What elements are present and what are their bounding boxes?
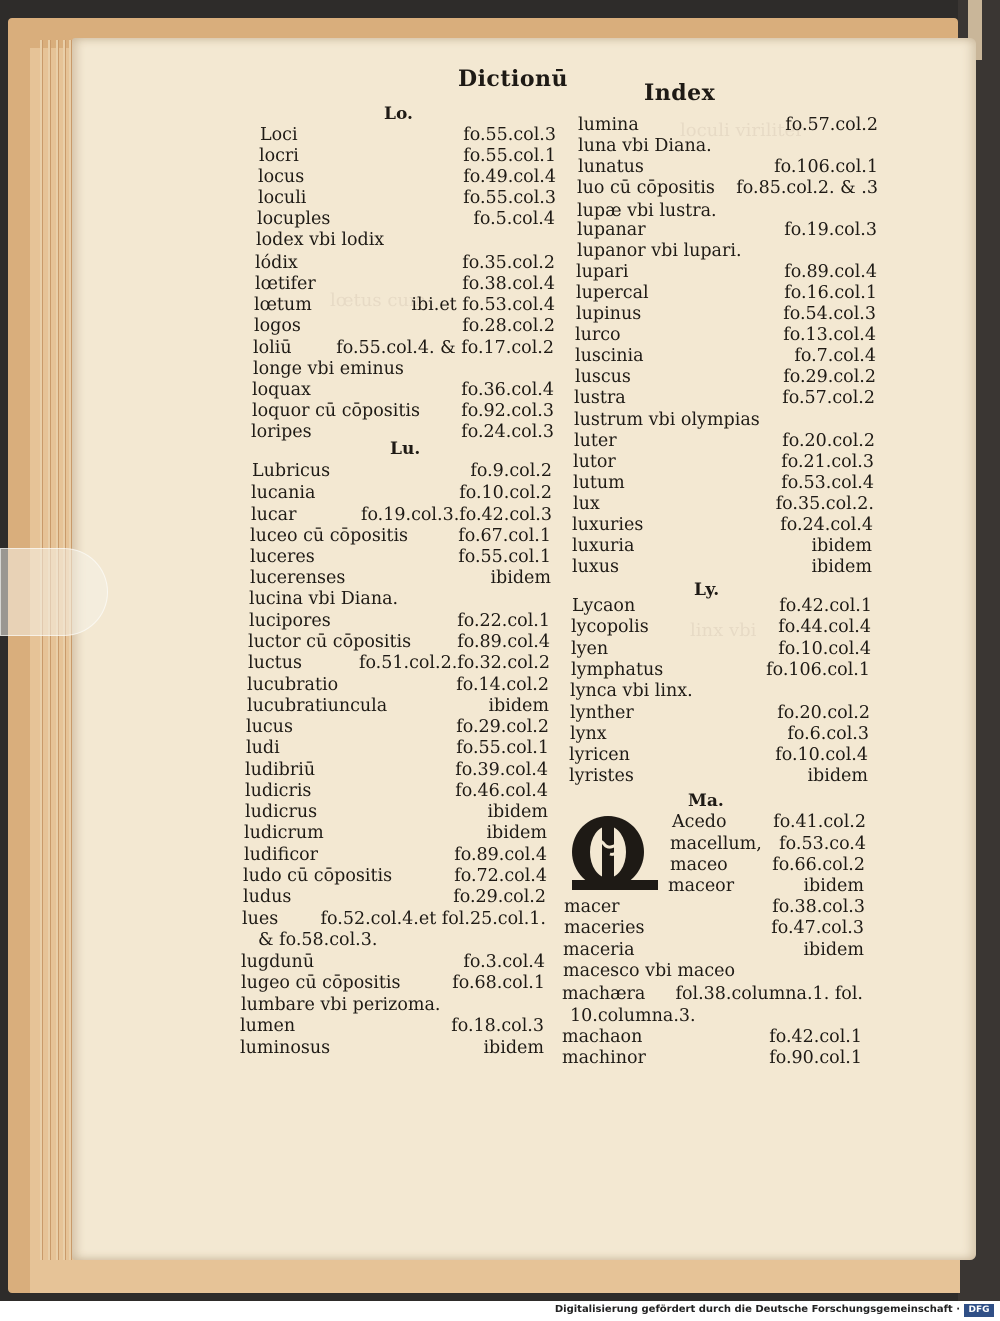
section-heading-lo: Lo.	[384, 104, 413, 124]
folio-reference: fo.66.col.2	[772, 855, 865, 875]
folio-reference: fo.24.col.4	[780, 515, 873, 535]
folio-reference: fo.106.col.1	[774, 157, 878, 177]
index-lemma: macellum,	[670, 834, 762, 854]
index-lemma: & fo.58.col.3.	[258, 930, 378, 950]
folio-reference: ibidem	[488, 696, 549, 716]
index-lemma: ludicrum	[244, 823, 324, 843]
folio-reference: fo.55.col.1	[463, 146, 556, 166]
right_column-entry	[569, 745, 868, 766]
section-heading-ly: Ly.	[694, 580, 720, 600]
left_column-entry	[245, 760, 548, 781]
right_column-entry	[670, 855, 865, 876]
index-lemma: lyricen	[569, 745, 630, 765]
right_column-entry	[577, 178, 878, 199]
index-lemma: lupanar	[577, 220, 646, 240]
index-lemma: lustrum vbi olympias	[574, 410, 760, 430]
index-lemma: luctor cū cōpositis	[248, 632, 412, 652]
right_column-entry	[672, 812, 866, 833]
left_column-entry	[258, 167, 556, 188]
index-lemma: luscinia	[575, 346, 644, 366]
folio-reference: fo.42.col.1	[769, 1027, 862, 1047]
left_column-entry	[246, 738, 549, 759]
left_column-entry	[243, 866, 547, 887]
left_column-entry	[253, 359, 554, 380]
left_column-entry	[250, 526, 551, 547]
folio-reference: fo.6.col.3	[787, 724, 869, 744]
folio-reference: fo.16.col.1	[784, 283, 877, 303]
index-lemma: maceor	[668, 876, 735, 896]
right_column-entry	[563, 961, 863, 982]
folio-reference: fo.9.col.2	[470, 461, 552, 481]
left_column-entry	[251, 483, 552, 504]
left_column-entry	[254, 295, 555, 316]
left_column-entry	[245, 802, 548, 823]
index-lemma: luceo cū cōpositis	[250, 526, 409, 546]
folio-reference: fo.10.col.2	[459, 483, 552, 503]
page-header-left: Dictionū	[458, 66, 569, 92]
index-lemma: Loci	[260, 125, 298, 145]
right_column-entry	[564, 918, 864, 939]
index-lemma: lupanor vbi lupari.	[577, 241, 742, 261]
left_column-entry	[256, 230, 555, 251]
index-lemma: luna vbi Diana.	[578, 136, 712, 156]
index-lemma: luctus	[248, 653, 302, 673]
index-lemma: lynther	[570, 703, 634, 723]
index-lemma: lupinus	[576, 304, 642, 324]
index-lemma: luminosus	[240, 1038, 331, 1058]
index-lemma: lutum	[573, 473, 625, 493]
folio-reference: fo.3.col.4	[463, 952, 545, 972]
scan-viewport: loculi viriliter lœtus cum linx vbi Dictionū Index Lo. Lu. Ly. Ma. Loci fo.55.col.3 locri fo.55.col.1 locus fo.49.col.4 loculi fo.55.col.3 locuples fo.5.col.4 lodex vbi lodix lódix fo.35.col.2 lœtifer fo.38.col.4 lœtum ibi.et fo.53.col.4 logos fo.28.col.2 loliū fo.55.col.4. & fo.17.col.2 longe vbi eminus loquax fo.36.col.4 loquor cū cōpositis fo.92.col.3 loripes fo.24.col.3 Lubricus fo.9.col.2 lucania fo.10.col.2 lucar fo.19.col.3.fo.42.col.3 luceo cū cōpositis fo.67.col.1 luceres fo.55.col.1 lucerenses ibidem lucina vbi Diana. lucipores fo.22.col.1 luctor cū cōpositis fo.89.col.4 luctus fo.51.col.2.fo.32.col.2 lucubratio fo.14.col.2 lucubratiuncula ibidem lucus fo.29.col.2 ludi fo.55.col.1 ludibriū fo.39.col.4 ludicris fo.46.col.4 ludicrus ibidem ludicrum ibidem ludificor fo.89.col.4 ludo cū cōpositis fo.72.col.4 ludus fo.29.col.2 lues fo.52.col.4.et fol.25.col.1. & fo.58.col.3. lugdunū fo.3.col.4 lugeo cū cōpositis fo.68.col.1 lumbare vbi perizoma. lumen fo.18.col.3 luminosus ibidem lumina fo.57.col.2 luna vbi Diana. lunatus fo.106.col.1 luo cū cōpositis fo.85.col.2. & .3 lupæ vbi lustra. lupanar fo.19.col.3 lupanor vbi lupari. lupari fo.89.col.4 lupercal fo.16.col.1 lupinus fo.54.col.3 lurco fo.13.col.4 luscinia fo.7.col.4 luscus fo.29.col.2 lustra fo.57.col.2 lustrum vbi olympias luter fo.20.col.2 lutor fo.21.col.3 lutum fo.53.col.4 lux fo.35.col.2. luxuries fo.24.col.4 luxuria ibidem luxus ibidem Lycaon fo.42.col.1 lycopolis fo.44.col.4 lyen fo.10.col.4 lymphatus fo.106.col.1 lynca vbi linx. lynther fo.20.col.2 lynx fo.6.col.3 lyricen fo.10.col.4 lyristes ibidem Acedo fo.41.col.2 macellum, fo.53.co.4 maceo fo.66.col.2 maceor ibidem macer fo.38.col.3 maceries fo.47.col.3 maceria ibidem macesco vbi maceo machæra fol.38.columna.1. fol. 10.columna.3. machaon fo.42.col.1 machinor fo.90.col.1 Digitalisierung gefördert durch die Deutsche Forschungsgemeinschaft · DFG	[0, 0, 1000, 1321]
folio-reference: fo.19.col.3.fo.42.col.3	[360, 505, 552, 525]
folio-reference: ibidem	[807, 766, 868, 786]
folio-reference: fo.57.col.2	[782, 388, 875, 408]
folio-reference: fo.55.col.1	[458, 547, 551, 567]
folio-reference: fo.36.col.4	[461, 380, 554, 400]
right_column-entry	[575, 346, 876, 367]
index-lemma: locus	[258, 167, 305, 187]
index-lemma: lupercal	[576, 283, 649, 303]
right_column-entry	[562, 1048, 862, 1069]
folio-reference: ibidem	[811, 557, 872, 577]
right_column-entry	[578, 115, 878, 136]
index-lemma: loquor cū cōpositis	[252, 401, 420, 421]
folio-reference: ibidem	[803, 876, 864, 896]
left_column-entry	[248, 653, 550, 674]
left_column-entry	[252, 380, 554, 401]
index-lemma: lucar	[251, 505, 297, 525]
right_column-entry	[571, 617, 871, 638]
index-lemma: luo cū cōpositis	[577, 178, 715, 198]
left_column-entry	[250, 568, 551, 589]
folio-reference: fo.35.col.2.	[775, 494, 874, 514]
index-lemma: loculi	[258, 188, 307, 208]
right_column-entry	[570, 724, 869, 745]
left_column-entry	[242, 909, 546, 930]
index-lemma: ludicris	[245, 781, 312, 801]
folio-reference: ibidem	[486, 823, 547, 843]
left_column-entry	[259, 146, 556, 167]
folio-reference: fo.41.col.2	[773, 812, 866, 832]
page-clip	[0, 548, 108, 636]
folio-reference: fo.89.col.4	[454, 845, 547, 865]
index-lemma: machæra	[562, 984, 646, 1004]
right_column-entry	[562, 984, 863, 1005]
left_column-entry	[252, 401, 554, 422]
folio-reference: fo.90.col.1	[769, 1048, 862, 1068]
right_column-entry	[571, 639, 871, 660]
folio-reference: ibi.et fo.53.col.4	[411, 295, 555, 315]
index-lemma: loripes	[251, 422, 312, 442]
left_column-entry	[241, 973, 545, 994]
folio-reference: fo.54.col.3	[783, 304, 876, 324]
folio-reference: fo.55.col.4. & fo.17.col.2	[336, 338, 554, 358]
index-lemma: lynca vbi linx.	[570, 681, 693, 701]
right_column-entry	[578, 157, 878, 178]
folio-reference: fo.29.col.2	[456, 717, 549, 737]
index-lemma: luxus	[572, 557, 619, 577]
index-lemma: lugdunū	[241, 952, 315, 972]
folio-reference: fo.38.col.3	[772, 897, 865, 917]
index-lemma: luter	[574, 431, 617, 451]
folio-reference: fo.85.col.2. & .3	[736, 178, 878, 198]
index-lemma: lumbare vbi perizoma.	[241, 995, 441, 1015]
folio-reference: fo.7.col.4	[794, 346, 876, 366]
right_column-entry	[577, 201, 878, 222]
folio-reference: fo.55.col.3	[463, 125, 556, 145]
right_column-entry	[564, 897, 865, 918]
index-lemma: Lubricus	[252, 461, 331, 481]
left_column-entry	[244, 845, 547, 866]
left_column-entry	[247, 696, 549, 717]
index-lemma: maceries	[564, 918, 645, 938]
folio-reference: fo.39.col.4	[455, 760, 548, 780]
folio-reference: fo.18.col.3	[451, 1016, 544, 1036]
folio-reference: fo.68.col.1	[452, 973, 545, 993]
right_column-entry	[575, 325, 876, 346]
folio-reference: fo.53.co.4	[779, 834, 866, 854]
index-lemma: lucubratiuncula	[247, 696, 388, 716]
folio-reference: fo.55.col.1	[456, 738, 549, 758]
index-lemma: machaon	[562, 1027, 643, 1047]
index-lemma: lynx	[570, 724, 607, 744]
index-lemma: lues	[242, 909, 279, 929]
index-lemma: luxuries	[572, 515, 644, 535]
index-lemma: ludo cū cōpositis	[243, 866, 393, 886]
right_column-entry	[571, 660, 870, 681]
right_column-entry	[668, 876, 864, 897]
folio-reference: fo.51.col.2.fo.32.col.2	[358, 653, 550, 673]
index-lemma: lœtifer	[255, 274, 316, 294]
left_column-entry	[250, 547, 551, 568]
folio-reference: fo.89.col.4	[457, 632, 550, 652]
right_column-entry	[575, 367, 876, 388]
folio-reference: fo.19.col.3	[784, 220, 877, 240]
index-lemma: lurco	[575, 325, 621, 345]
section-heading-ma: Ma.	[688, 791, 724, 811]
folio-reference: fo.20.col.2	[777, 703, 870, 723]
index-lemma: lumina	[578, 115, 639, 135]
right_column-entry	[576, 283, 877, 304]
folio-reference: fo.46.col.4	[455, 781, 548, 801]
right_column-entry	[570, 703, 870, 724]
index-lemma: macesco vbi maceo	[563, 961, 736, 981]
folio-reference: ibidem	[490, 568, 551, 588]
left_column-entry	[247, 675, 549, 696]
section-heading-lu: Lu.	[390, 439, 421, 459]
page-header-right: Index	[644, 80, 716, 106]
left_column-entry	[251, 505, 552, 526]
folio-reference: ibidem	[811, 536, 872, 556]
folio-reference: fo.38.col.4	[462, 274, 555, 294]
index-lemma: ludificor	[244, 845, 319, 865]
index-lemma: locuples	[257, 209, 331, 229]
right_column-entry	[578, 136, 878, 157]
left_column-entry	[248, 632, 550, 653]
index-lemma: ludicrus	[245, 802, 318, 822]
index-lemma: maceo	[670, 855, 728, 875]
index-lemma: loliū	[253, 338, 292, 358]
index-lemma: longe vbi eminus	[253, 359, 404, 379]
right_column-entry	[577, 220, 877, 241]
folio-reference: fo.55.col.3	[463, 188, 556, 208]
folio-reference: fo.106.col.1	[766, 660, 870, 680]
right_column-entry	[573, 494, 874, 515]
index-lemma: locri	[259, 146, 299, 166]
left_column-entry	[251, 422, 554, 443]
index-lemma: lustra	[574, 388, 626, 408]
folio-reference: fo.29.col.2	[783, 367, 876, 387]
index-lemma: logos	[254, 316, 301, 336]
index-lemma: lucerenses	[250, 568, 346, 588]
right_column-entry	[670, 834, 866, 855]
index-lemma: luceres	[250, 547, 315, 567]
left_column-entry	[260, 125, 556, 146]
folio-reference: fo.5.col.4	[473, 209, 555, 229]
folio-reference: ibidem	[803, 940, 864, 960]
index-lemma: lupæ vbi lustra.	[577, 201, 717, 221]
right_column-entry	[562, 1027, 862, 1048]
decorated-initial-m-icon	[566, 812, 660, 894]
right_column-entry	[572, 596, 872, 617]
index-lemma: lœtum	[254, 295, 312, 315]
right_column-entry	[577, 241, 877, 262]
index-lemma: ludi	[246, 738, 280, 758]
index-lemma: lux	[573, 494, 600, 514]
folio-reference: fo.47.col.3	[771, 918, 864, 938]
folio-reference: fo.28.col.2	[462, 316, 555, 336]
right_column-entry	[572, 515, 873, 536]
funding-credit: Digitalisierung gefördert durch die Deutsche Forschungsgemeinschaft ·	[554, 1304, 960, 1315]
left_column-entry	[255, 274, 555, 295]
left_column-entry	[254, 316, 555, 337]
index-lemma: lucus	[246, 717, 293, 737]
footer-bar	[0, 1301, 1000, 1321]
folio-reference: fo.92.col.3	[461, 401, 554, 421]
left_column-entry	[252, 461, 552, 482]
left_column-entry	[243, 887, 546, 908]
left_column-entry	[258, 188, 556, 209]
folio-reference: fo.22.col.1	[457, 611, 550, 631]
folio-reference: fol.38.columna.1. fol.	[675, 984, 863, 1004]
left_column-entry	[240, 1038, 544, 1059]
folio-reference: fo.89.col.4	[784, 262, 877, 282]
right_column-entry	[563, 940, 864, 961]
right_column-entry	[570, 681, 870, 702]
left_column-entry	[244, 823, 547, 844]
right_column-entry	[574, 410, 875, 431]
folio-reference: fo.67.col.1	[458, 526, 551, 546]
index-lemma: 10.columna.3.	[570, 1006, 696, 1026]
left_column-entry	[241, 995, 545, 1016]
left_column-entry	[249, 589, 551, 610]
folio-reference: fo.14.col.2	[456, 675, 549, 695]
index-lemma: lucubratio	[247, 675, 339, 695]
index-lemma: lunatus	[578, 157, 644, 177]
folio-reference: fo.57.col.2	[785, 115, 878, 135]
folio-reference: fo.52.col.4.et fol.25.col.1.	[320, 909, 546, 929]
index-lemma: ludibriū	[245, 760, 316, 780]
left_column-entry	[245, 781, 548, 802]
index-lemma: lumen	[240, 1016, 296, 1036]
folio-reference: fo.10.col.4	[775, 745, 868, 765]
index-lemma: lodex vbi lodix	[256, 230, 385, 250]
index-lemma: Acedo	[672, 812, 727, 832]
folio-reference: fo.24.col.3	[461, 422, 554, 442]
right_column-entry	[574, 431, 875, 452]
index-lemma: Lycaon	[572, 596, 636, 616]
index-lemma: macer	[564, 897, 620, 917]
left_column-entry	[253, 338, 554, 359]
index-lemma: lupari	[576, 262, 629, 282]
folio-reference: fo.72.col.4	[454, 866, 547, 886]
dfg-logo: DFG	[964, 1304, 994, 1317]
folio-reference: fo.44.col.4	[778, 617, 871, 637]
index-lemma: luxuria	[572, 536, 635, 556]
right_column-entry	[576, 262, 877, 283]
index-lemma: loquax	[252, 380, 311, 400]
index-lemma: ludus	[243, 887, 292, 907]
index-lemma: lycopolis	[571, 617, 649, 637]
index-lemma: lyristes	[569, 766, 634, 786]
folio-reference: fo.42.col.1	[779, 596, 872, 616]
index-lemma: lódix	[255, 253, 298, 273]
right_column-entry	[573, 473, 874, 494]
folio-reference: fo.13.col.4	[783, 325, 876, 345]
index-lemma: lyen	[571, 639, 609, 659]
index-lemma: lugeo cū cōpositis	[241, 973, 401, 993]
index-lemma: lutor	[573, 452, 616, 472]
folio-reference: fo.29.col.2	[453, 887, 546, 907]
index-lemma: lucania	[251, 483, 316, 503]
index-lemma: lucipores	[249, 611, 331, 631]
left_column-entry	[246, 717, 549, 738]
index-lemma: machinor	[562, 1048, 646, 1068]
right_column-entry	[572, 536, 872, 557]
left_column-entry	[249, 611, 550, 632]
right_column-entry	[573, 452, 874, 473]
folio-reference: fo.35.col.2	[462, 253, 555, 273]
folio-reference: ibidem	[487, 802, 548, 822]
left_column-entry	[240, 1016, 544, 1037]
right_column-entry	[569, 766, 868, 787]
index-lemma: lymphatus	[571, 660, 664, 680]
folio-reference: fo.21.col.3	[781, 452, 874, 472]
right_column-entry	[574, 388, 875, 409]
left_column-entry	[258, 930, 546, 951]
folio-reference: fo.20.col.2	[782, 431, 875, 451]
folio-reference: fo.53.col.4	[781, 473, 874, 493]
folio-reference: fo.10.col.4	[778, 639, 871, 659]
folio-reference: ibidem	[483, 1038, 544, 1058]
index-lemma: maceria	[563, 940, 635, 960]
folio-reference: fo.49.col.4	[463, 167, 556, 187]
index-lemma: luscus	[575, 367, 631, 387]
right_column-entry	[576, 304, 876, 325]
index-lemma: lucina vbi Diana.	[249, 589, 399, 609]
left_column-entry	[241, 952, 545, 973]
right_column-entry	[572, 557, 872, 578]
right_column-entry	[570, 1006, 863, 1027]
left_column-entry	[255, 253, 555, 274]
left_column-entry	[257, 209, 555, 230]
